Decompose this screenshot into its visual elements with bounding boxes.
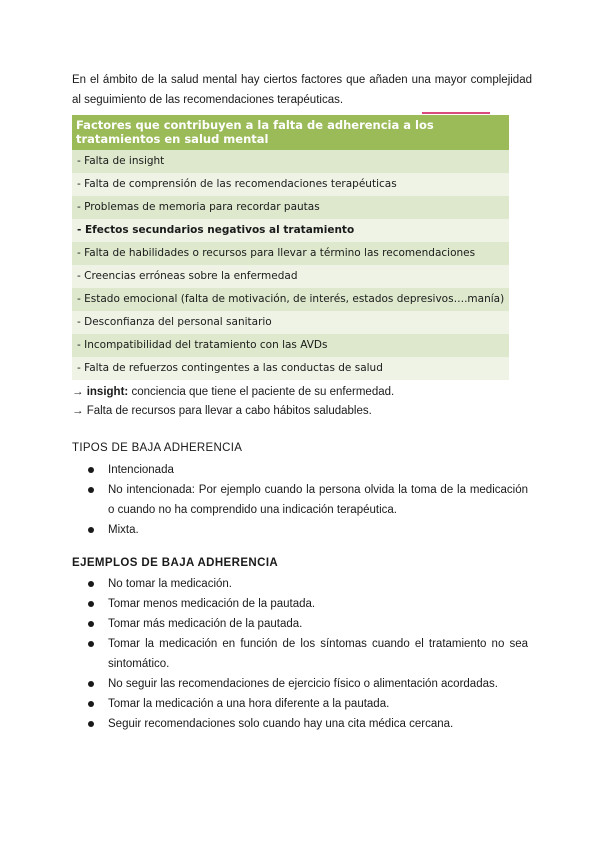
list-item	[72, 714, 528, 734]
table-row	[72, 196, 509, 219]
ejemplos-list	[72, 574, 528, 734]
table-cell: - Falta de comprensión de las recomendaciones terapéuticas	[72, 173, 509, 196]
table-row	[72, 311, 509, 334]
notes	[72, 383, 394, 421]
table-row	[72, 242, 509, 265]
bullet-icon	[88, 581, 94, 587]
resources-text: Falta de recursos para llevar a cabo hábitos saludables.	[86, 405, 372, 417]
list-item-text: Intencionada	[108, 464, 174, 476]
bullet-icon	[88, 621, 94, 627]
insight-term: insight:	[86, 386, 129, 398]
table-cell: - Efectos secundarios negativos al tratamiento	[72, 219, 509, 242]
table-row	[72, 357, 509, 380]
table-row	[72, 265, 509, 288]
table-header-row	[72, 115, 509, 150]
list-item	[72, 694, 528, 714]
table-cell: - Desconfianza del personal sanitario	[72, 311, 509, 334]
bullet-icon	[88, 601, 94, 607]
bullet-icon	[88, 641, 94, 647]
list-item-text: Tomar más medicación de la pautada.	[108, 618, 303, 630]
table-row	[72, 288, 509, 311]
bullet-icon	[88, 721, 94, 727]
table-cell: - Incompatibilidad del tratamiento con las AVDs	[72, 334, 509, 357]
list-item-text: Tomar la medicación a una hora diferente a la pautada.	[108, 698, 390, 710]
tipos-list	[72, 460, 528, 540]
list-item	[72, 614, 528, 634]
list-item-text: No tomar la medicación.	[108, 578, 232, 590]
table-row	[72, 219, 509, 242]
list-item-text: No seguir las recomendaciones de ejercicio físico o alimentación acordadas.	[108, 678, 498, 690]
arrow-icon: →	[72, 386, 84, 398]
bullet-icon	[88, 467, 94, 473]
list-item-text: Mixta.	[108, 524, 139, 536]
list-item	[72, 520, 528, 540]
table-cell: - Falta de insight	[72, 150, 509, 173]
table-cell: - Falta de refuerzos contingentes a las conductas de salud	[72, 357, 509, 380]
insight-definition: conciencia que tiene el paciente de su enfermedad.	[131, 386, 395, 398]
table-cell: - Problemas de memoria para recordar pautas	[72, 196, 509, 219]
list-item	[72, 674, 528, 694]
table-cell: - Estado emocional (falta de motivación, de interés, estados depresivos….manía)	[72, 288, 509, 311]
list-item-text: Tomar menos medicación de la pautada.	[108, 598, 316, 610]
table-row	[72, 150, 509, 173]
list-item-text: No intencionada: Por ejemplo cuando la persona olvida la toma de la medicación o cuando no ha comprendido una indicación terapéutica.	[108, 484, 528, 516]
arrow-icon: →	[72, 405, 84, 417]
bullet-icon	[88, 527, 94, 533]
table-header: Factores que contribuyen a la falta de adherencia a los tratamientos en salud mental	[72, 115, 509, 150]
table-row	[72, 173, 509, 196]
decorative-line	[422, 112, 490, 114]
table-cell: - Creencias erróneas sobre la enfermedad	[72, 265, 509, 288]
factors-table	[72, 115, 509, 380]
ejemplos-heading: EJEMPLOS DE BAJA ADHERENCIA	[72, 557, 279, 569]
list-item	[72, 594, 528, 614]
list-item	[72, 480, 528, 520]
bullet-icon	[88, 681, 94, 687]
insight-note	[72, 383, 394, 402]
intro-paragraph: En el ámbito de la salud mental hay ciertos factores que añaden una mayor complejidad al seguimiento de las recomendaciones terapéuticas.	[72, 74, 532, 106]
bullet-icon	[88, 487, 94, 493]
tipos-heading: TIPOS DE BAJA ADHERENCIA	[72, 442, 243, 454]
table-row	[72, 334, 509, 357]
list-item	[72, 634, 528, 674]
list-item-text: Seguir recomendaciones solo cuando hay una cita médica cercana.	[108, 718, 454, 730]
list-item	[72, 574, 528, 594]
resources-note	[72, 402, 394, 421]
table-cell: - Falta de habilidades o recursos para llevar a término las recomendaciones	[72, 242, 509, 265]
bullet-icon	[88, 701, 94, 707]
list-item	[72, 460, 528, 480]
list-item-text: Tomar la medicación en función de los síntomas cuando el tratamiento no sea sintomático.	[108, 638, 528, 670]
